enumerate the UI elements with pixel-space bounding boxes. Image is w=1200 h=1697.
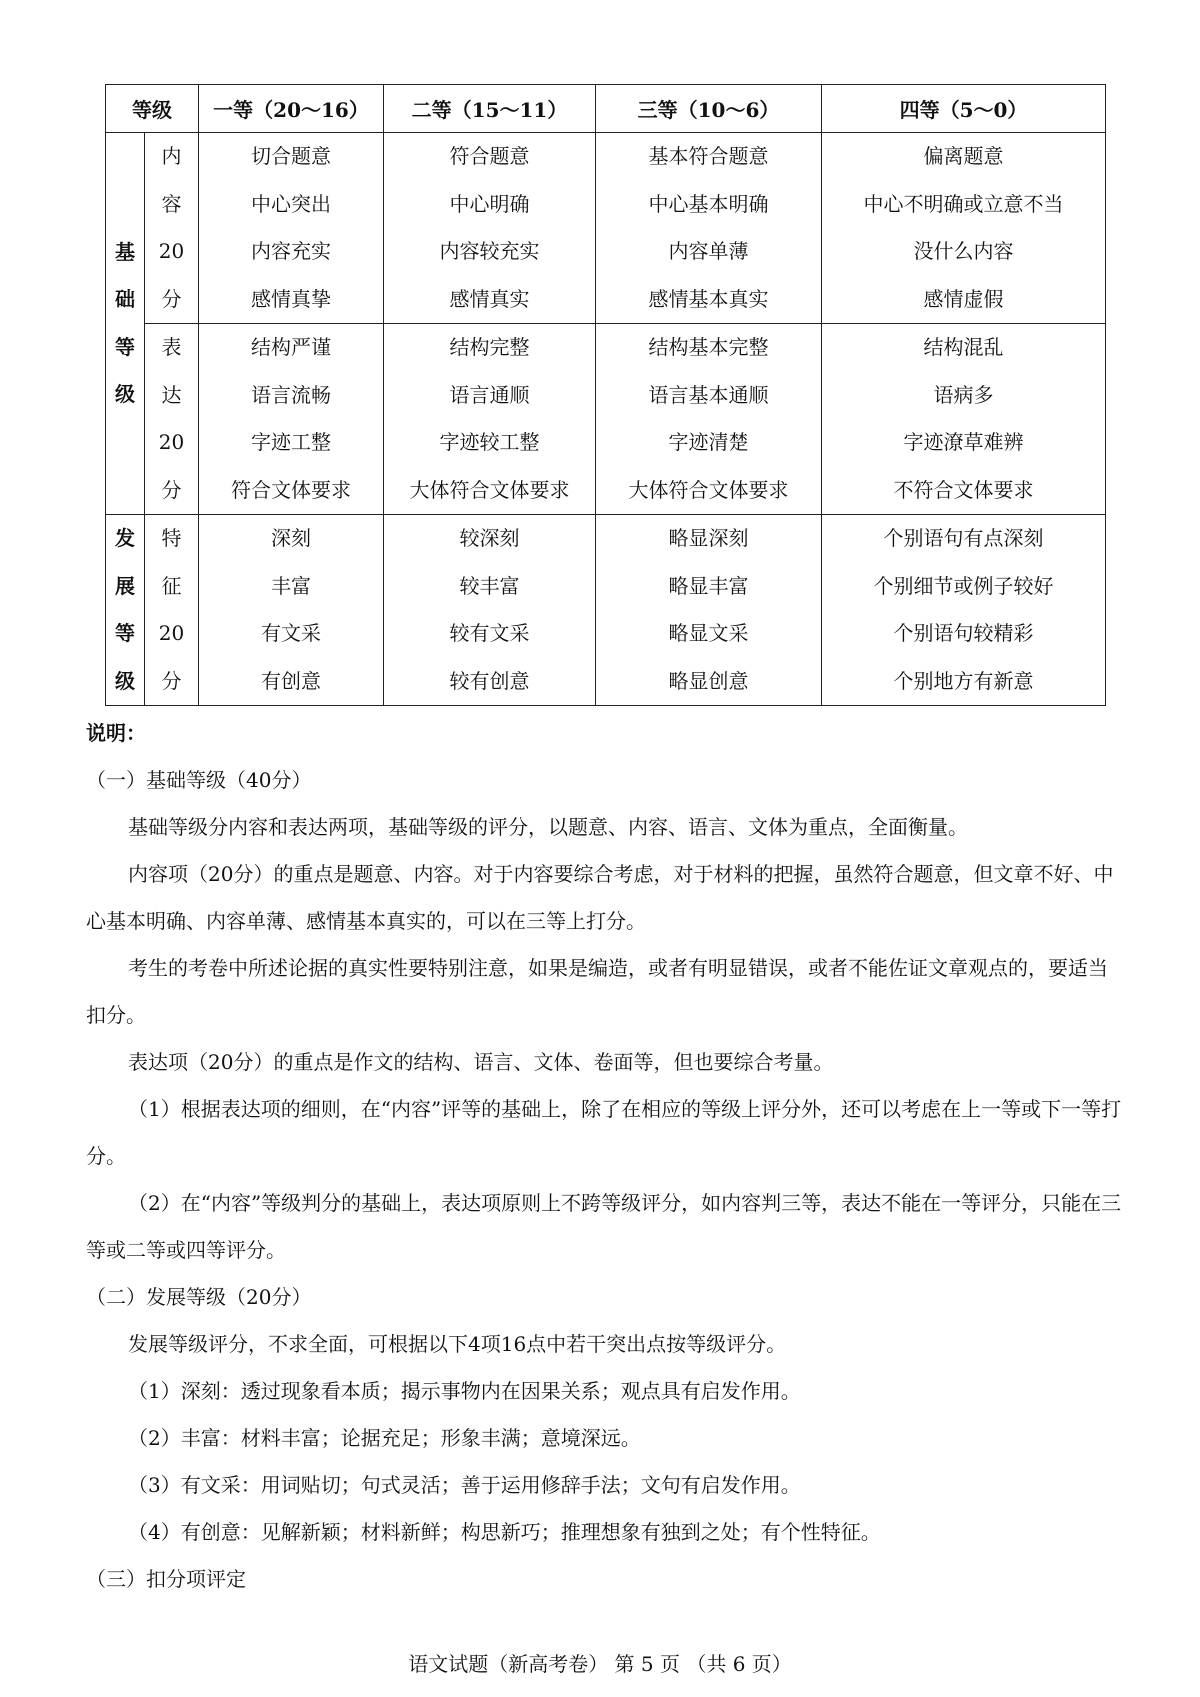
paragraph: （2）在“内容”等级判分的基础上，表达项原则上不跨等级评分，如内容判三等，表达不能在一等评分，只能在三等或二等或四等评分。 [86, 1191, 1122, 1262]
table-cell: 结构完整 语言通顺 字迹较工整 大体符合文体要求 [384, 324, 596, 515]
paragraph: 发展等级评分，不求全面，可根据以下4项16点中若干突出点按等级评分。 [128, 1332, 787, 1356]
table-cell: 较深刻 较丰富 较有文采 较有创意 [384, 515, 596, 706]
section-heading: （二）发展等级（20分） [86, 1285, 312, 1309]
paragraph: 内容项（20分）的重点是题意、内容。对于内容要综合考虑，对于材料的把握，虽然符合题意，但文章不好、中心基本明确、内容单薄、感情基本真实的，可以在三等上打分。 [86, 862, 1114, 933]
grading-table [105, 84, 1106, 706]
table-cell: 深刻 丰富 有文采 有创意 [199, 515, 384, 706]
notes-title: 说明： [86, 721, 146, 745]
table-row [106, 324, 1106, 515]
table-cell: 基本符合题意 中心基本明确 内容单薄 感情基本真实 [596, 133, 822, 324]
table-header-row [106, 85, 1106, 133]
header-cell: 二等（15～11） [384, 85, 596, 133]
table-row [106, 133, 1106, 324]
paragraph: 基础等级分内容和表达两项，基础等级的评分，以题意、内容、语言、文体为重点，全面衡量。 [128, 815, 968, 839]
table-cell: 结构严谨 语言流畅 字迹工整 符合文体要求 [199, 324, 384, 515]
paragraph: 表达项（20分）的重点是作文的结构、语言、文体、卷面等，但也要综合考量。 [128, 1050, 834, 1074]
table-cell: 略显深刻 略显丰富 略显文采 略显创意 [596, 515, 822, 706]
header-cell: 三等（10～6） [596, 85, 822, 133]
sub-label-expression: 表 达 20 分 [145, 324, 199, 515]
header-cell: 四等（5～0） [822, 85, 1106, 133]
page-footer: 语文试题（新高考卷） 第 5 页 （共 6 页） [408, 1652, 792, 1676]
notes-section [86, 710, 1126, 1603]
table-cell: 结构基本完整 语言基本通顺 字迹清楚 大体符合文体要求 [596, 324, 822, 515]
sub-label-feature: 特 征 20 分 [145, 515, 199, 706]
header-cell: 等级 [106, 85, 199, 133]
group-label-basic: 基 础 等 级 [106, 133, 145, 515]
list-item: （1）深刻：透过现象看本质；揭示事物内在因果关系；观点具有启发作用。 [128, 1379, 801, 1403]
table-cell: 结构混乱 语病多 字迹潦草难辨 不符合文体要求 [822, 324, 1106, 515]
section-heading: （三）扣分项评定 [86, 1567, 246, 1591]
group-label-development: 发 展 等 级 [106, 515, 145, 706]
list-item: （4）有创意：见解新颖；材料新鲜；构思新巧；推理想象有独到之处；有个性特征。 [128, 1520, 881, 1544]
list-item: （2）丰富：材料丰富；论据充足；形象丰满；意境深远。 [128, 1426, 641, 1450]
paragraph: （1）根据表达项的细则，在“内容”评等的基础上，除了在相应的等级上评分外，还可以考虑在上一等或下一等打分。 [86, 1097, 1122, 1168]
sub-label-content: 内 容 20 分 [145, 133, 199, 324]
list-item: （3）有文采：用词贴切；句式灵活；善于运用修辞手法；文句有启发作用。 [128, 1473, 801, 1497]
table-cell: 切合题意 中心突出 内容充实 感情真挚 [199, 133, 384, 324]
table-row [106, 515, 1106, 706]
paragraph: 考生的考卷中所述论据的真实性要特别注意，如果是编造，或者有明显错误，或者不能佐证文章观点的，要适当扣分。 [86, 956, 1108, 1027]
table-cell: 符合题意 中心明确 内容较充实 感情真实 [384, 133, 596, 324]
section-heading: （一）基础等级（40分） [86, 768, 312, 792]
header-cell: 一等（20～16） [199, 85, 384, 133]
table-cell: 偏离题意 中心不明确或立意不当 没什么内容 感情虚假 [822, 133, 1106, 324]
table-cell: 个别语句有点深刻 个别细节或例子较好 个别语句较精彩 个别地方有新意 [822, 515, 1106, 706]
